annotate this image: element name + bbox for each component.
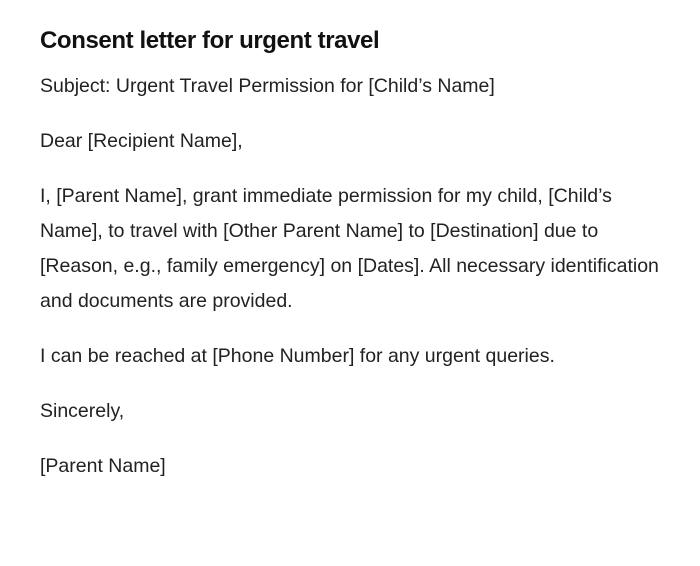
letter-body: I, [Parent Name], grant immediate permission for my child, [Child’s Name], to travel with [Other Parent Name] to [Destination] due to [Reason, e.g., family emergency] on [Dates]. All necessary identification and documents are provided.	[40, 185, 659, 312]
letter-closing: Sincerely,	[40, 400, 125, 422]
letter-contact-line: I can be reached at [Phone Number] for any urgent queries.	[40, 345, 555, 367]
letter-document	[40, 24, 660, 484]
letter-greeting: Dear [Recipient Name],	[40, 130, 243, 152]
letter-signature: [Parent Name]	[40, 455, 166, 477]
letter-title: Consent letter for urgent travel	[40, 27, 380, 54]
letter-subject: Subject: Urgent Travel Permission for [Child’s Name]	[40, 75, 495, 97]
